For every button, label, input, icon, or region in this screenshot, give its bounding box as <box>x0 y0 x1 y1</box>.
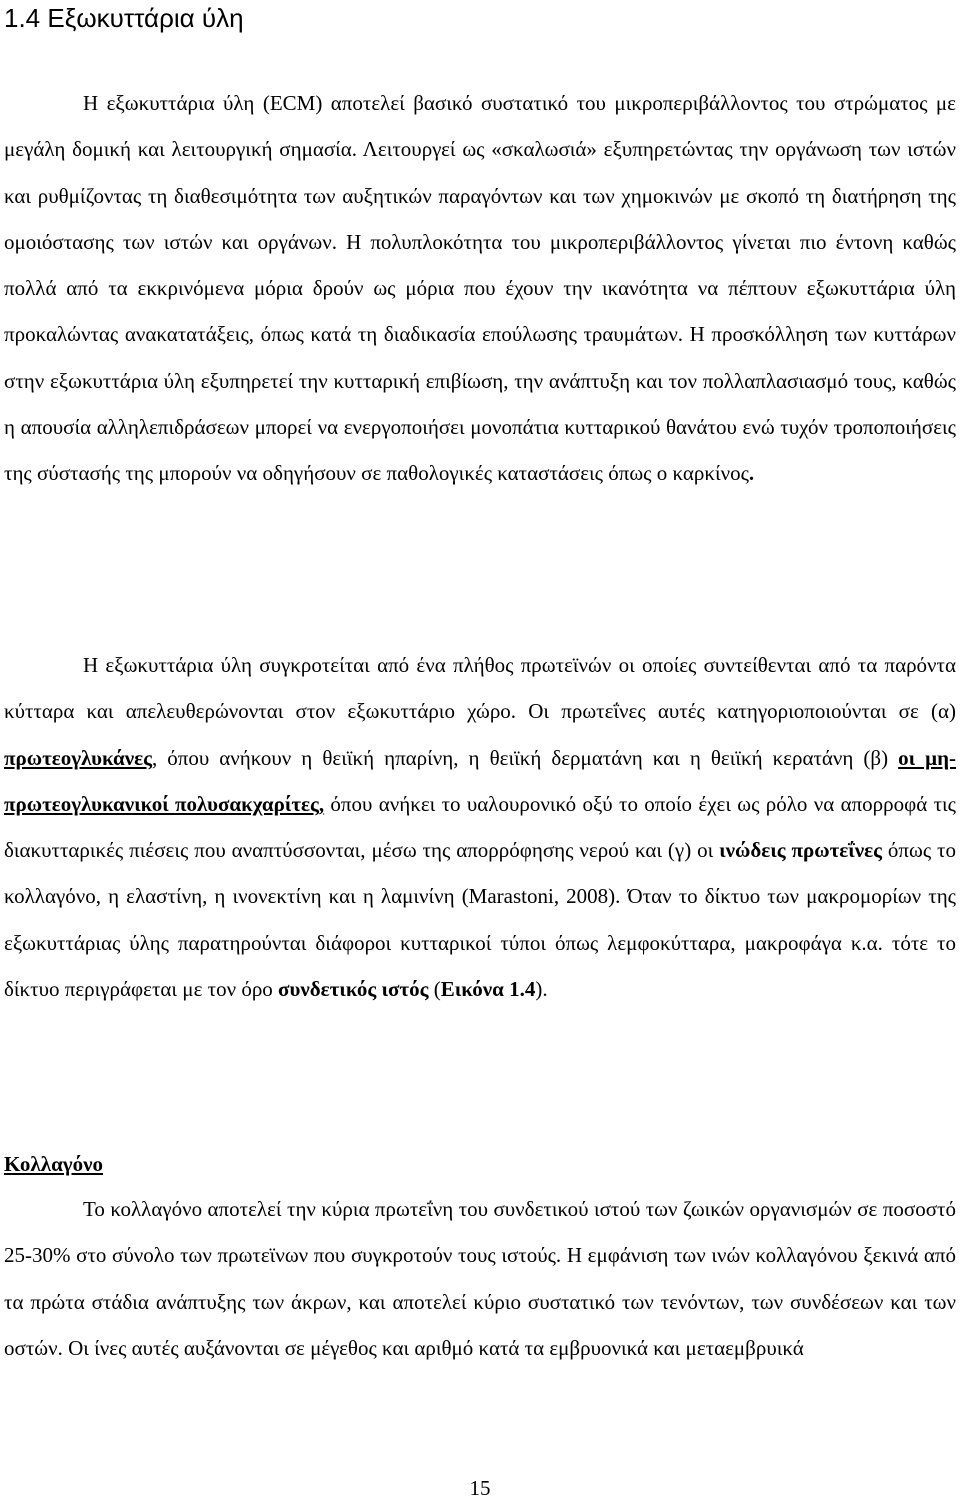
paragraph-ecm-proteins <box>4 642 956 1012</box>
paragraph-text: ( <box>428 977 441 1002</box>
section-title: 1.4 Εξωκυττάρια ύλη <box>4 3 244 33</box>
paragraph-text: , όπου ανήκουν η θειϊκή ηπαρίνη, η θειϊκή δερματάνη και η θειϊκή κερατάνη (β) <box>151 745 899 770</box>
paragraph-text: όπου ανήκει το υαλουρονικό οξύ το οποίο έχει ως ρόλο να απορροφά τις διακυτταρικές πιέσεις που αναπτύσσονται, μέσω της απορρόφησης νερού και (γ) οι <box>4 791 957 863</box>
paragraph-ecm-intro-text: Η εξωκυττάρια ύλη (ECM) αποτελεί βασικό συστατικό του μικροπεριβάλλοντος του στρώματος με μεγάλη δομική και λειτουργική σημασία. Λειτουργεί ως «σκαλωσιά» εξυπηρετώντας την οργάνωση των ιστών και ρυθμίζοντας τη διαθεσιμότητα των αυξητικών παραγόντων και των χημοκινών με σκοπό τη διατήρηση της ομοιόστασης των ιστών και οργάνων. Η πολυπλοκότητα του μικροπεριβάλλοντος γίνεται πιο έντονη καθώς πολλά από τα εκκρινόμενα μόρια δρούν ως μόρια που έχουν την ικανότητα να πέπτουν εξωκυττάρια ύλη προκαλώντας ανακατατάξεις, όπως κατά τη διαδικασία επούλωσης τραυμάτων. Η προσκόλληση των κυττάρων στην εξωκυττάρια ύλη εξυπηρετεί την κυτταρική επιβίωση, την ανάπτυξη και τον πολλαπλασιασμό τους, καθώς η απουσία αλληλεπιδράσεων μπορεί να ενεργοποιήσει μονοπάτια κυτταρικού θανάτου ενώ τυχόν τροποποιήσεις της σύστασής της μπορούν να οδηγήσουν σε παθολογικές καταστάσεις όπως ο καρκίνος <box>4 91 956 486</box>
term-non-proteoglycan-polysaccharides: οι μη-πρωτεογλυκανικοί πολυσακχαρίτες, <box>4 745 957 816</box>
paragraph-ecm-intro-end: . <box>748 461 755 486</box>
term-connective-tissue: συνδετικός ιστός <box>278 977 429 1002</box>
figure-reference: Εικόνα 1.4 <box>440 977 536 1002</box>
term-fibrous-proteins: ινώδεις πρωτεΐνες <box>719 838 882 863</box>
paragraph-text: όπως το κολλαγόνο, η ελαστίνη, η ινονεκτίνη και η λαμινίνη (Marastoni, 2008). Όταν το δίκτυο των μακρομορίων της εξωκυττάριας ύλης παρατηρούνται διάφοροι κυτταρικοί τύποι όπως λεμφοκύτταρα, μακροφάγα κ.α. τότε το δίκτυο περιγράφεται με τον όρο <box>4 838 956 1002</box>
paragraph-text: ). <box>535 977 548 1002</box>
subheading-collagen: Κολλαγόνο <box>4 1152 103 1176</box>
paragraph-collagen: Το κολλαγόνο αποτελεί την κύρια πρωτεΐνη του συνδετικού ιστού των ζωικών οργανισμών σε ποσοστό 25-30% στο σύνολο των πρωτεϊνων που συγκροτούν τους ιστούς. Η εμφάνιση των ινών κολλαγόνου ξεκινά από τα πρώτα στάδια ανάπτυξης των άκρων, και αποτελεί κύριο συστατικό των τενόντων, των συνδέσεων και των οστών. Οι ίνες αυτές αυξάνονται σε μέγεθος και αριθμό κατά τα εμβρυονικά και μεταεμβρυικά <box>4 1197 956 1360</box>
paragraph-ecm-intro <box>4 80 956 497</box>
paragraph-text: Η εξωκυττάρια ύλη συγκροτείται από ένα πλήθος πρωτεϊνών οι οποίες συντείθενται από τα παρόντα κύτταρα και απελευθερώνονται στον εξωκυττάριο χώρο. Οι πρωτεΐνες αυτές κατηγοριοποιούνται σε (α) <box>4 653 956 724</box>
page-number: 15 <box>469 1476 491 1500</box>
term-proteoglycans: πρωτεογλυκάνες <box>4 745 152 770</box>
